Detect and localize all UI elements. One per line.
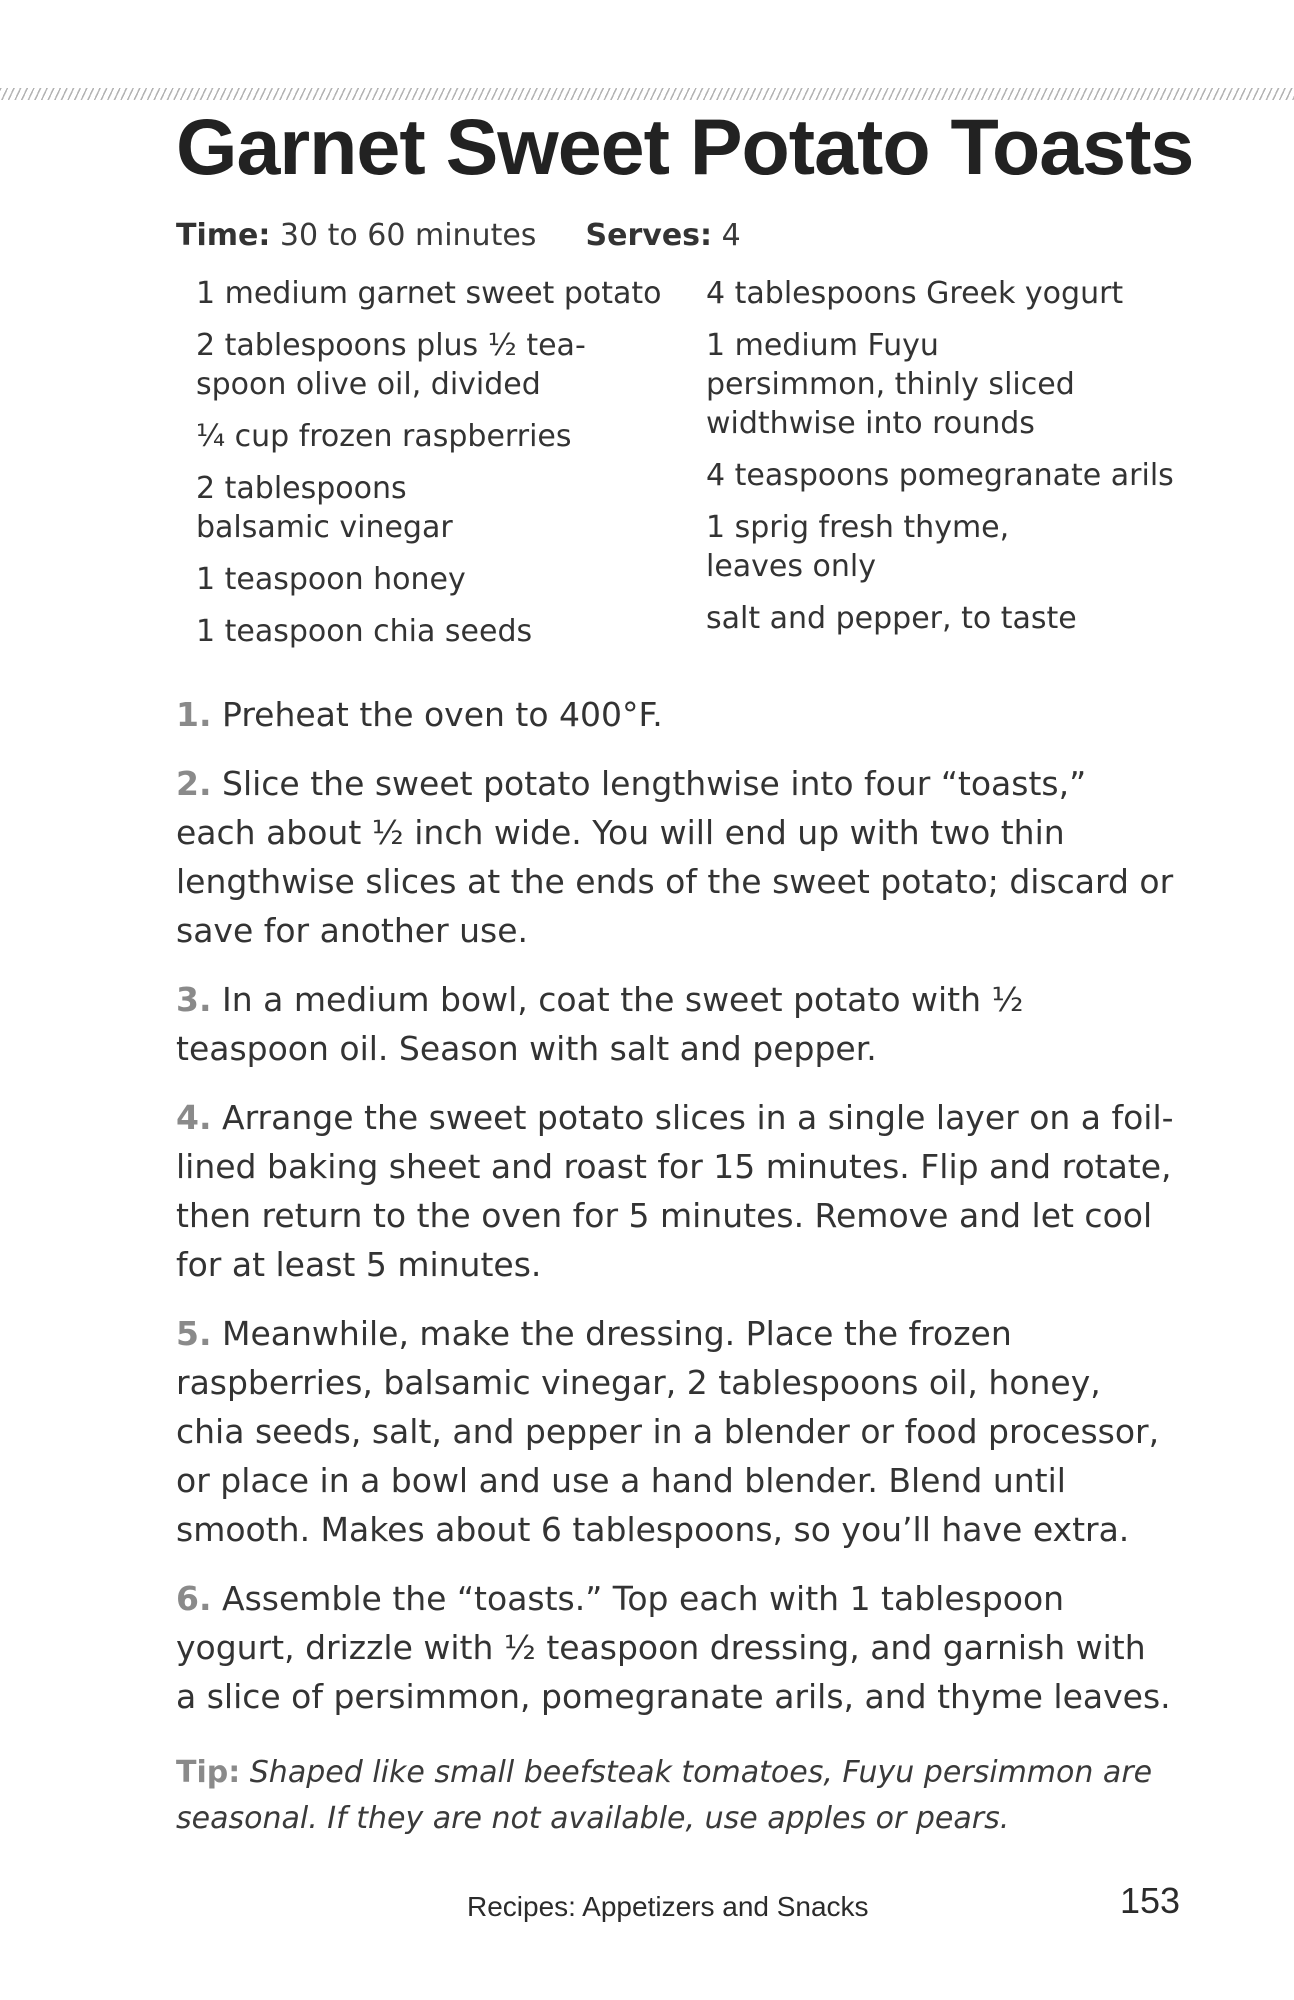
tip-label: Tip:: [176, 1755, 241, 1790]
step-text: Meanwhile, make the dressing. Place the frozen raspberries, balsamic vinegar, 2 tablespoons oil, honey, chia seeds, salt, and pepper in a blender or food processor, or place in a bowl and use a hand blender. Blend until smooth. Makes about 6 tablespoons, so you’ll have extra.: [176, 1314, 1160, 1549]
step-text: Preheat the oven to 400°F.: [222, 695, 663, 734]
serves-label: Serves:: [585, 218, 713, 253]
step-number: 3.: [176, 980, 212, 1019]
step-number: 2.: [176, 764, 212, 803]
recipe-meta: [176, 218, 741, 254]
instruction-step: [176, 690, 1176, 739]
ingredient-item: 4 teaspoons pomegranate arils: [706, 458, 1174, 493]
time-label: Time:: [176, 218, 271, 253]
instruction-step: [176, 975, 1176, 1073]
ingredient-item: 2 tablespoons balsamic vinegar: [196, 471, 453, 545]
step-text: In a medium bowl, coat the sweet potato with ½ teaspoon oil. Season with salt and pepper.: [176, 980, 1024, 1068]
step-text: Slice the sweet potato lengthwise into four “toasts,” each about ½ inch wide. You will end up with two thin lengthwise slices at the ends of the sweet potato; discard or save for another use.: [176, 764, 1174, 950]
step-number: 5.: [176, 1314, 212, 1353]
step-text: Assemble the “toasts.” Top each with 1 tablespoon yogurt, drizzle with ½ teaspoon dressing, and garnish with a slice of persimmon, pomegranate arils, and thyme leaves.: [176, 1579, 1171, 1716]
decorative-rule: [0, 88, 1294, 100]
serves-value: 4: [721, 218, 741, 253]
page-number: 153: [1120, 1880, 1181, 1921]
step-text: Arrange the sweet potato slices in a single layer on a foil-lined baking sheet and roast for 15 minutes. Flip and rotate, then return to the oven for 5 minutes. Remove and let cool for at least 5 minutes.: [176, 1098, 1174, 1284]
step-number: 6.: [176, 1579, 212, 1618]
ingredient-item: 1 medium Fuyu persimmon, thinly sliced widthwise into rounds: [706, 328, 1075, 441]
recipe-title: Garnet Sweet Potato Toasts: [176, 102, 1194, 191]
tip-text: Shaped like small beefsteak tomatoes, Fuyu persimmon are seasonal. If they are not available, use apples or pears.: [176, 1755, 1153, 1836]
footer-section-title: Recipes: Appetizers and Snacks: [467, 1891, 869, 1922]
ingredient-item: 4 tablespoons Greek yogurt: [706, 276, 1124, 311]
instruction-step: [176, 1574, 1176, 1721]
ingredient-item: 1 teaspoon honey: [196, 562, 466, 597]
ingredient-item: salt and pepper, to taste: [706, 601, 1077, 636]
ingredient-item: ¼ cup frozen raspberries: [196, 419, 572, 454]
instruction-step: [176, 1093, 1176, 1289]
ingredients-right-column: [706, 274, 1176, 651]
recipe-tip: [176, 1750, 1176, 1842]
ingredient-item: 1 sprig fresh thyme, leaves only: [706, 510, 1010, 584]
instructions-list: [176, 690, 1176, 1741]
time-value: 30 to 60 minutes: [279, 218, 537, 253]
instruction-step: [176, 1309, 1176, 1554]
ingredients-left-column: [196, 274, 676, 664]
step-number: 1.: [176, 695, 212, 734]
ingredient-item: 1 medium garnet sweet potato: [196, 276, 662, 311]
ingredient-item: 1 teaspoon chia seeds: [196, 614, 533, 649]
ingredient-item: 2 tablespoons plus ½ tea- spoon olive oil, divided: [196, 328, 586, 402]
instruction-step: [176, 759, 1176, 955]
step-number: 4.: [176, 1098, 212, 1137]
